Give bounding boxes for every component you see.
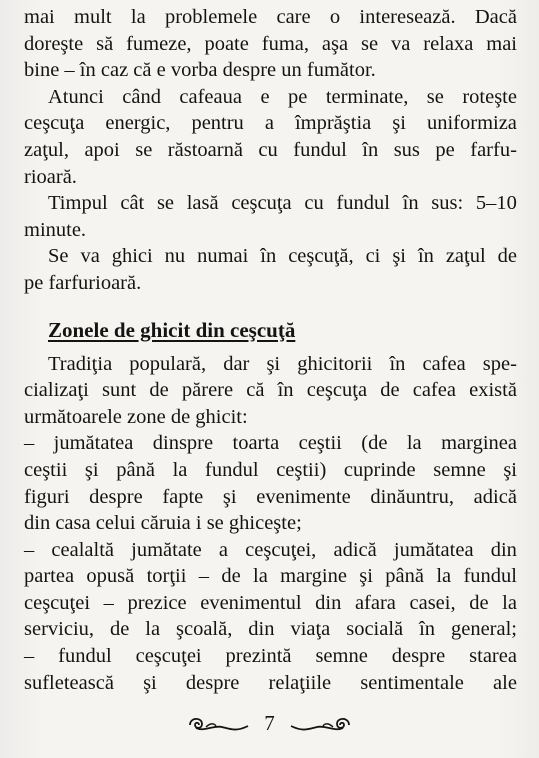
- swirl-ornament-icon: [186, 713, 254, 735]
- word: (de: [361, 432, 388, 455]
- word: farfu-: [470, 138, 517, 161]
- text-line: [24, 4, 517, 31]
- word: fundul: [58, 645, 112, 668]
- word: se: [156, 192, 175, 215]
- word: terminate,: [325, 85, 409, 108]
- word: roteşte: [462, 85, 517, 108]
- word: din: [490, 538, 517, 561]
- word: figuri: [24, 485, 70, 508]
- word: cu: [258, 138, 278, 161]
- word: problemele: [164, 6, 258, 28]
- swirl-ornament-icon: [285, 713, 353, 735]
- word: fumeze,: [126, 32, 192, 55]
- word: toarta: [232, 432, 280, 455]
- page-number: 7: [264, 711, 275, 735]
- word: pe: [288, 85, 308, 108]
- word: ceşcuţa: [306, 379, 368, 402]
- word: general;: [450, 618, 517, 641]
- word: casei,: [409, 591, 456, 614]
- word: la: [436, 565, 452, 588]
- word: –: [24, 432, 35, 455]
- word: şi: [143, 671, 157, 694]
- page-footer: [0, 711, 539, 736]
- word: marginea: [441, 432, 517, 455]
- word: ceşcuţă,: [288, 245, 354, 268]
- word: zaţul,: [24, 138, 69, 161]
- word: Se: [48, 245, 69, 268]
- word: lasă: [186, 192, 219, 215]
- word: în: [362, 138, 379, 161]
- list-item-line: [24, 616, 517, 643]
- word: evenimente: [256, 485, 351, 508]
- word: şi: [359, 565, 373, 588]
- word: şi: [266, 352, 281, 375]
- word: la: [502, 591, 517, 614]
- word: spe-: [482, 352, 517, 375]
- word: ceştii: [24, 458, 68, 481]
- word: să: [96, 32, 114, 55]
- text-line: [24, 377, 517, 404]
- word: despre: [391, 645, 446, 668]
- word: adică: [333, 538, 377, 561]
- word: a: [264, 112, 274, 135]
- word: când: [122, 85, 161, 108]
- word: zaţul: [445, 245, 486, 268]
- word: cuprinde: [343, 458, 416, 481]
- list-item-line: din casa celui căruia i se ghiceşte;: [24, 512, 302, 535]
- word: partea: [24, 565, 75, 588]
- text-line: [24, 351, 517, 378]
- word: ceştii): [276, 458, 327, 481]
- word: Dacă: [474, 6, 517, 28]
- word: se: [135, 138, 153, 161]
- word: din: [315, 591, 342, 614]
- word: care: [276, 6, 311, 28]
- word: jumătatea: [53, 432, 134, 455]
- word: în: [277, 379, 294, 402]
- word: jumătatea: [393, 538, 474, 561]
- word: Atunci: [48, 85, 104, 108]
- word: prezintă: [225, 645, 292, 668]
- word: ceşcuţei: [24, 591, 91, 614]
- section-heading: Zonele de ghicit din ceşcuţă: [48, 317, 296, 342]
- list-item-line: [24, 457, 517, 484]
- word: din: [248, 618, 275, 641]
- word: cu: [304, 192, 324, 215]
- word: a: [218, 538, 229, 561]
- word: numai: [197, 245, 249, 268]
- list-item-line: [24, 563, 517, 590]
- list-item-line: [24, 670, 517, 697]
- word: ceştii: [298, 432, 342, 455]
- word: sus: [393, 138, 420, 161]
- word: există: [469, 379, 517, 402]
- word: sufletească: [24, 671, 114, 694]
- word: nu: [164, 245, 186, 268]
- word: ale: [493, 671, 517, 694]
- list-item-line: [24, 430, 517, 457]
- word: starea: [469, 645, 517, 668]
- word: despre: [89, 485, 143, 508]
- word: fapte: [162, 485, 204, 508]
- word: mai: [24, 6, 55, 28]
- word: împrăştia: [294, 112, 372, 135]
- word: cât: [120, 192, 145, 215]
- word: că: [246, 379, 265, 402]
- word: şi: [503, 458, 517, 481]
- text-line: minute.: [24, 218, 87, 241]
- word: –: [103, 591, 114, 614]
- word: o: [329, 6, 341, 28]
- word: semne: [315, 645, 368, 668]
- word: fundul: [463, 565, 517, 588]
- text-line: [24, 190, 517, 217]
- word: la: [253, 565, 268, 588]
- word: fundul: [293, 138, 347, 161]
- page-body: [24, 4, 517, 696]
- word: poate: [204, 32, 249, 55]
- word: –: [24, 538, 35, 561]
- word: în: [419, 618, 436, 641]
- word: mai: [486, 32, 517, 55]
- text-line: [24, 84, 517, 111]
- word: de: [497, 245, 517, 268]
- text-line: următoarele zone de ghicit:: [24, 405, 248, 428]
- word: jumătate: [131, 538, 202, 561]
- word: viaţa: [290, 618, 331, 641]
- word: afara: [354, 591, 396, 614]
- word: cealaltă: [51, 538, 114, 561]
- word: fundul: [336, 192, 390, 215]
- word: cializaţi: [24, 379, 89, 402]
- word: doreşte: [24, 32, 84, 55]
- word: dar: [223, 352, 250, 375]
- list-item-line: [24, 484, 517, 511]
- word: prezice: [127, 591, 187, 614]
- word: de: [380, 379, 400, 402]
- word: aşa: [321, 32, 349, 55]
- word: sunt: [102, 379, 137, 402]
- word: fuma,: [261, 32, 310, 55]
- word: fundul: [205, 458, 259, 481]
- word: evenimentul: [200, 591, 302, 614]
- word: şi: [84, 458, 99, 481]
- list-item-line: [24, 537, 517, 564]
- word: mult: [74, 6, 112, 28]
- word: la: [172, 458, 188, 481]
- text-line: pe farfurioară.: [24, 271, 142, 294]
- word: torţii: [146, 565, 187, 588]
- word: relaţiile: [268, 671, 332, 694]
- word: –: [24, 645, 35, 668]
- word: în: [402, 192, 419, 215]
- word: uniformiza: [426, 112, 517, 135]
- word: Timpul: [48, 192, 108, 215]
- word: părere: [181, 379, 234, 402]
- word: până: [385, 565, 424, 588]
- word: despre: [185, 671, 240, 694]
- text-line: [24, 110, 517, 137]
- word: sus:: [431, 192, 464, 215]
- word: de: [221, 565, 241, 588]
- word: sentimentale: [360, 671, 464, 694]
- word: cafea: [422, 352, 466, 375]
- word: se: [426, 85, 444, 108]
- text-line: [24, 137, 517, 164]
- word: ci: [365, 245, 381, 268]
- word: margine: [280, 565, 347, 588]
- word: ceşcuţei: [135, 645, 202, 668]
- word: cafea: [412, 379, 456, 402]
- word: semne: [433, 458, 486, 481]
- word: până: [116, 458, 155, 481]
- word: va: [80, 245, 100, 268]
- word: în: [389, 352, 406, 375]
- word: ceşcuţa: [231, 192, 292, 215]
- word: şi: [222, 485, 237, 508]
- word: va: [391, 32, 411, 55]
- list-item-line: [24, 590, 517, 617]
- word: Tradiţia: [48, 352, 113, 375]
- word: apoi: [84, 138, 120, 161]
- word: dinspre: [152, 432, 214, 455]
- word: socială: [346, 618, 404, 641]
- word: de: [469, 591, 489, 614]
- word: răstoarnă: [167, 138, 243, 161]
- text-line: [24, 31, 517, 58]
- word: ceşcuţei,: [245, 538, 317, 561]
- word: pe: [435, 138, 455, 161]
- word: energic,: [105, 112, 171, 135]
- word: în: [260, 245, 277, 268]
- word: e: [260, 85, 270, 108]
- word: la: [145, 618, 161, 641]
- text-line: bine – în caz că e vorba despre un fumător.: [24, 59, 376, 82]
- text-line: rioară.: [24, 165, 77, 188]
- word: la: [406, 432, 422, 455]
- word: opusă: [86, 565, 135, 588]
- word: serviciu,: [24, 618, 95, 641]
- word: în: [417, 245, 434, 268]
- text-line: [24, 243, 517, 270]
- word: la: [130, 6, 146, 28]
- section-gap: [24, 297, 517, 317]
- word: pentru: [191, 112, 244, 135]
- word: dinăuntru,: [370, 485, 455, 508]
- word: de: [109, 618, 130, 641]
- word: şi: [392, 112, 406, 135]
- word: de: [149, 379, 169, 402]
- word: –: [198, 565, 209, 588]
- word: şcoală,: [176, 618, 233, 641]
- word: ghicitorii: [297, 352, 373, 375]
- word: interesează.: [359, 6, 456, 28]
- word: ghici: [111, 245, 153, 268]
- word: se: [361, 32, 379, 55]
- word: 5–10: [475, 192, 517, 215]
- word: şi: [392, 245, 406, 268]
- word: adică: [473, 485, 517, 508]
- word: cafeaua: [179, 85, 242, 108]
- word: populară,: [129, 352, 207, 375]
- list-item-line: [24, 643, 517, 670]
- word: ceşcuţa: [24, 112, 85, 135]
- word: relaxa: [423, 32, 474, 55]
